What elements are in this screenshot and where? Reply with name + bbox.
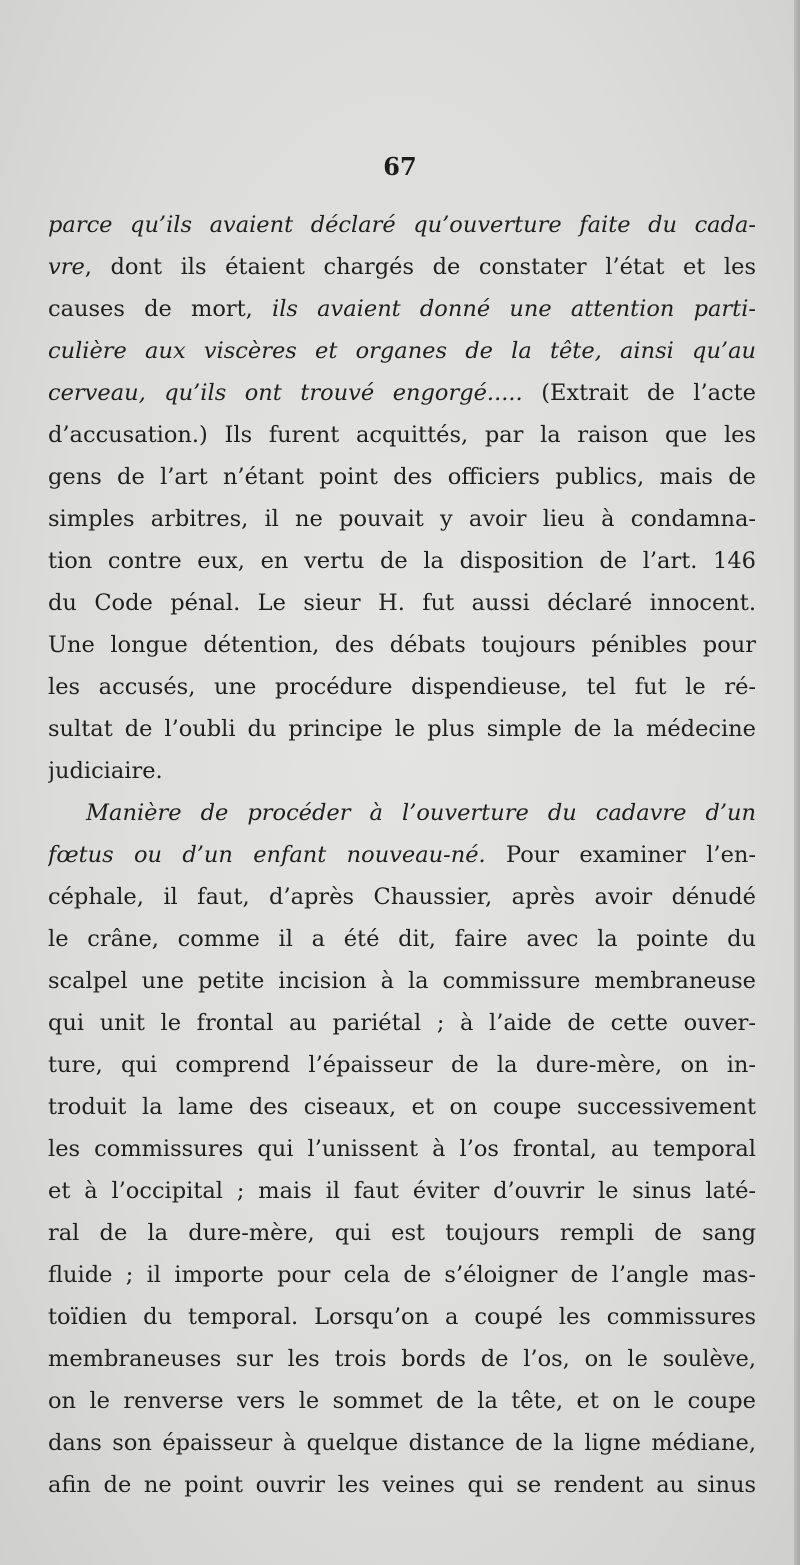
text-line: fluide ; il importe pour cela de s’éloigner de l’angle mas- [48, 1262, 756, 1288]
text-line: sultat de l’oubli du principe le plus simple de la médecine [48, 716, 756, 742]
text-line: simples arbitres, il ne pouvait y avoir lieu à condamna- [48, 506, 756, 532]
text-line: membraneuses sur les trois bords de l’os, on le soulève, [48, 1346, 756, 1372]
text-line: céphale, il faut, d’après Chaussier, après avoir dénudé [48, 884, 756, 910]
text-line: ture, qui comprend l’épaisseur de la dure-mère, on in- [48, 1052, 756, 1078]
text-line: causes de mort, ils avaient donné une attention parti- [48, 296, 756, 322]
text-line: cerveau, qu’ils ont trouvé engorgé..... (Extrait de l’acte [48, 380, 756, 406]
body-text [48, 204, 756, 1506]
text-line: gens de l’art n’étant point des officiers publics, mais de [48, 464, 756, 490]
text-line: vre, dont ils étaient chargés de constater l’état et les [48, 254, 756, 280]
text-line: et à l’occipital ; mais il faut éviter d’ouvrir le sinus laté- [48, 1178, 756, 1204]
text-line: scalpel une petite incision à la commissure membraneuse [48, 968, 756, 994]
text-line: fœtus ou d’un enfant nouveau-né. Pour examiner l’en- [48, 842, 756, 868]
page-number: 67 [383, 152, 417, 181]
text-line: d’accusation.) Ils furent acquittés, par la raison que les [48, 422, 756, 448]
text-line: tion contre eux, en vertu de la disposition de l’art. 146 [48, 548, 756, 574]
text-line: le crâne, comme il a été dit, faire avec la pointe du [48, 926, 756, 952]
text-line: Une longue détention, des débats toujours pénibles pour [48, 632, 756, 658]
text-line-heading: Manière de procéder à l’ouverture du cadavre d’un [86, 800, 756, 826]
text-line: afin de ne point ouvrir les veines qui se rendent au sinus [48, 1472, 756, 1498]
text-line: troduit la lame des ciseaux, et on coupe successivement [48, 1094, 756, 1120]
text-line: du Code pénal. Le sieur H. fut aussi déclaré innocent. [48, 590, 756, 616]
text-line: qui unit le frontal au pariétal ; à l’aide de cette ouver- [48, 1010, 756, 1036]
text-line: ral de la dure-mère, qui est toujours rempli de sang [48, 1220, 756, 1246]
text-line: culière aux viscères et organes de la tête, ainsi qu’au [48, 338, 756, 364]
text-line: toïdien du temporal. Lorsqu’on a coupé les commissures [48, 1304, 756, 1330]
text-line: on le renverse vers le sommet de la tête, et on le coupe [48, 1388, 756, 1414]
text-line: dans son épaisseur à quelque distance de la ligne médiane, [48, 1430, 756, 1456]
text-line: parce qu’ils avaient déclaré qu’ouverture faite du cada- [48, 212, 756, 238]
text-line: les commissures qui l’unissent à l’os frontal, au temporal [48, 1136, 756, 1162]
text-line: les accusés, une procédure dispendieuse, tel fut le ré- [48, 674, 756, 700]
page-edge-shadow [794, 0, 800, 1565]
text-line-paragraph-end: judiciaire. [48, 758, 163, 784]
